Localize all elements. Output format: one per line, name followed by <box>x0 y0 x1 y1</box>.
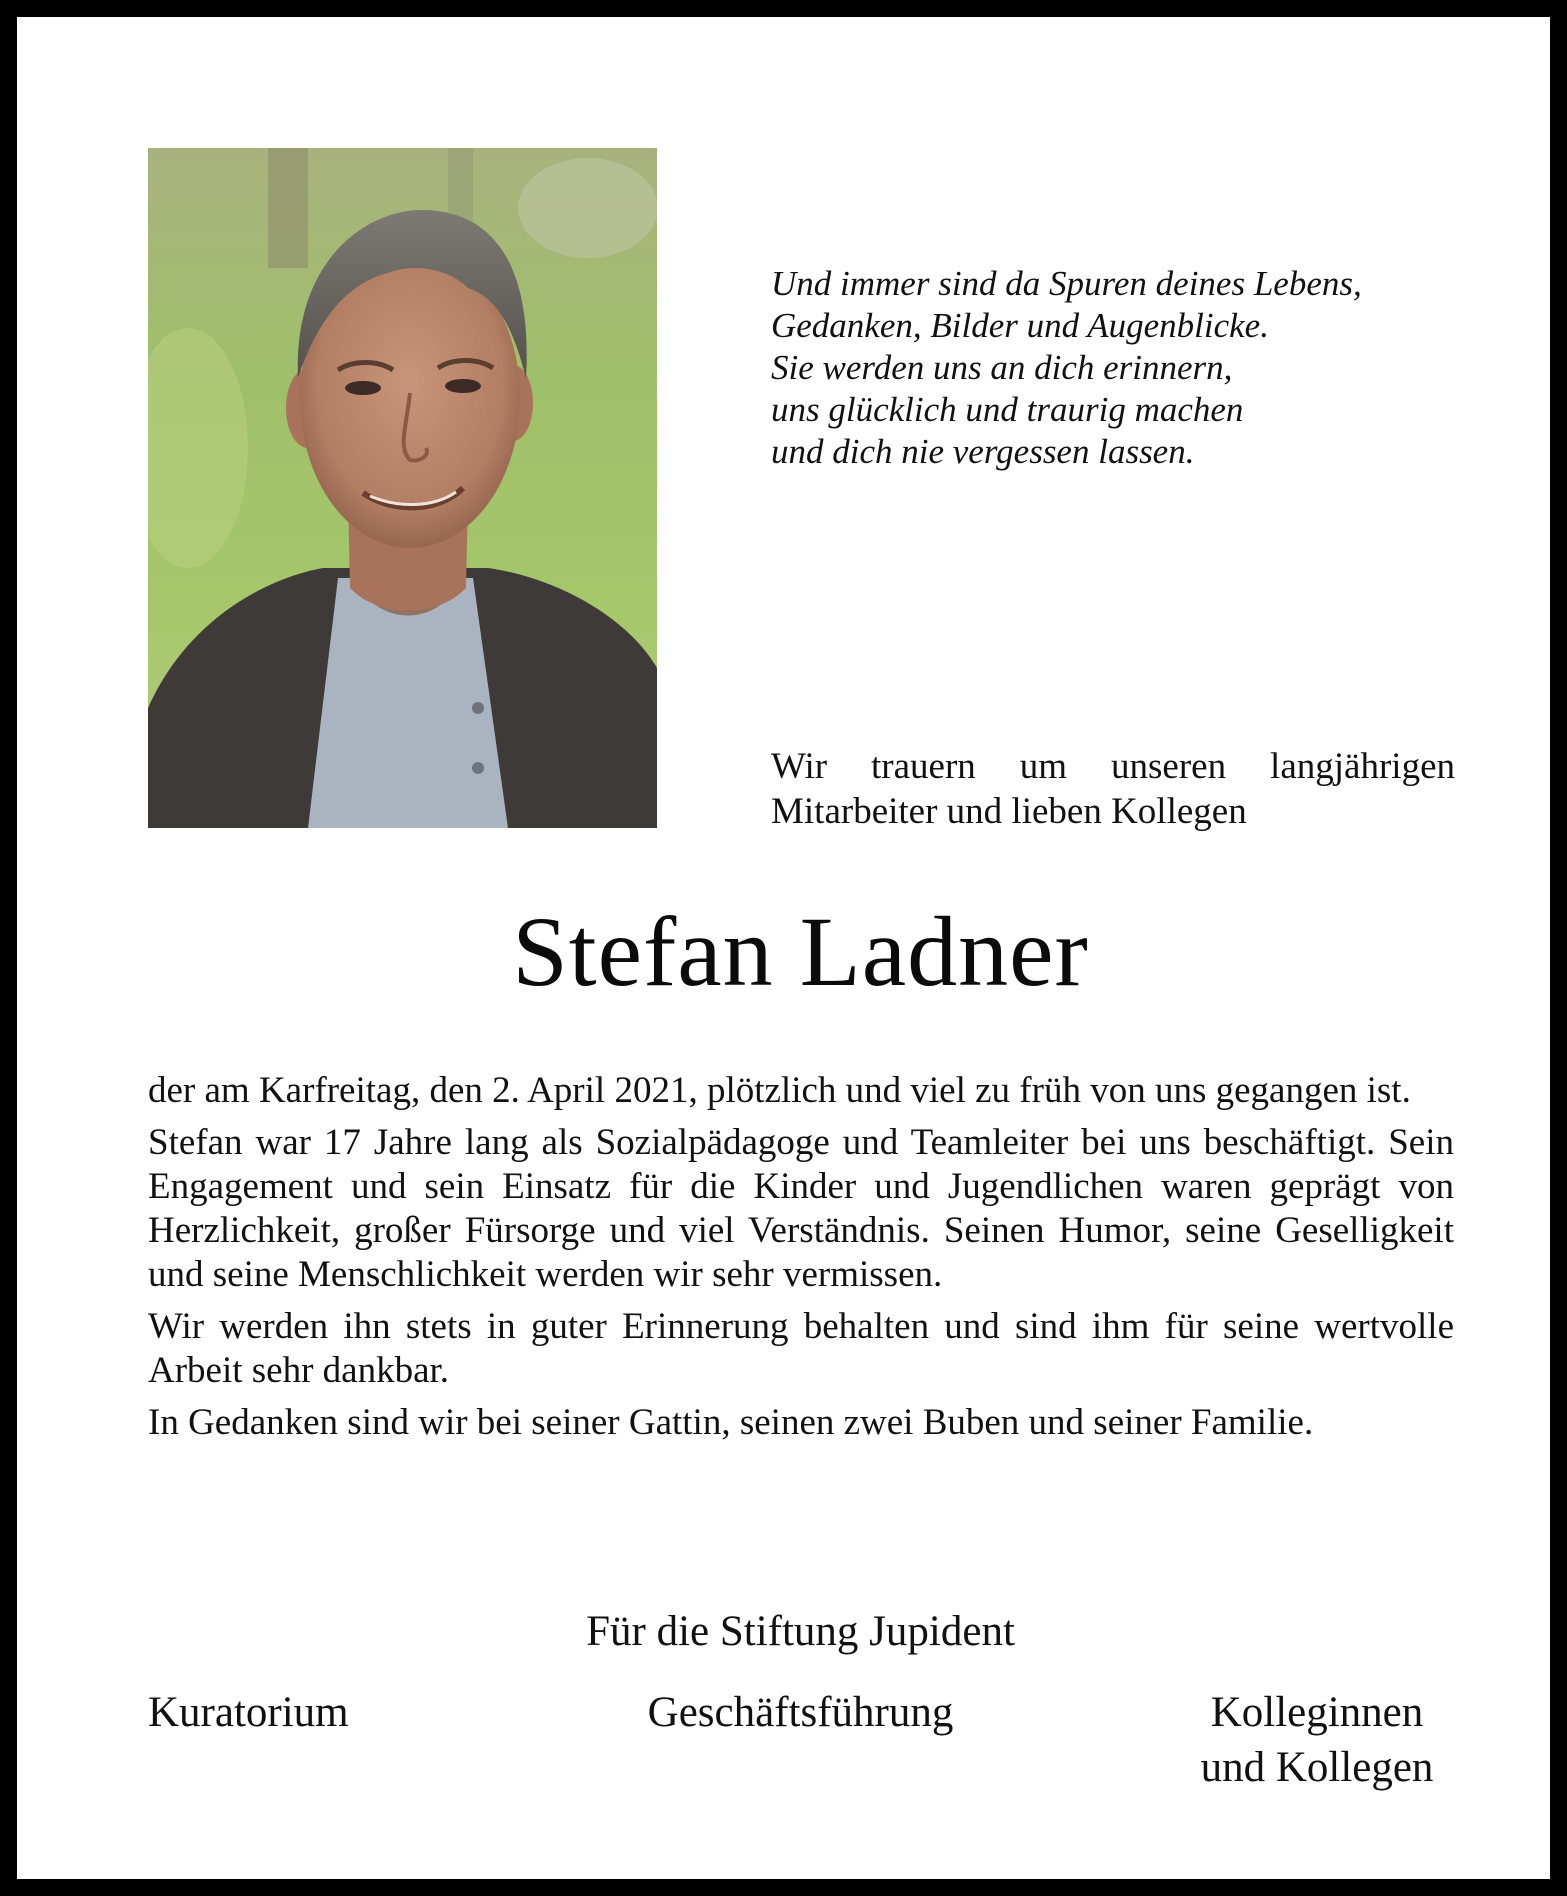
poem-line: uns glücklich und traurig machen <box>771 390 1244 429</box>
mourning-intro-line: Mitarbeiter und lieben Kollegen <box>771 791 1247 832</box>
portrait-photo <box>148 148 657 828</box>
obituary-paragraph: der am Karfreitag, den 2. April 2021, plötzlich und viel zu früh von uns gegangen ist. <box>148 1070 1411 1111</box>
signatory-colleagues <box>1167 1685 1467 1795</box>
poem-line: Sie werden uns an dich erinnern, <box>771 348 1233 387</box>
obituary-text <box>148 1069 1454 1453</box>
obituary-paragraph: Wir werden ihn stets in guter Erinnerung behalten und sind ihm für seine wertvolle Arbeit sehr dankbar. <box>148 1306 1454 1391</box>
poem-line: und dich nie vergessen lassen. <box>771 432 1195 471</box>
obituary-paragraph: In Gedanken sind wir bei seiner Gattin, seinen zwei Buben und seiner Familie. <box>148 1402 1314 1443</box>
portrait-photo-image <box>148 148 657 828</box>
poem-line: Und immer sind da Spuren deines Lebens, <box>771 264 1362 303</box>
signatory-board: Kuratorium <box>148 1689 349 1736</box>
signatory-management: Geschäftsführung <box>647 1689 954 1736</box>
mourning-intro-line: Wir trauern um unseren langjährigen <box>771 746 1455 787</box>
signatory-colleagues-line: Kolleginnen <box>1210 1689 1424 1736</box>
organization-line: Für die Stiftung Jupident <box>586 1608 1015 1655</box>
poem-line: Gedanken, Bilder und Augenblicke. <box>771 306 1269 345</box>
mourning-intro <box>771 744 1455 834</box>
poem-verse <box>771 263 1471 473</box>
deceased-name: Stefan Ladner <box>512 896 1089 1007</box>
obituary-paragraph: Stefan war 17 Jahre lang als Sozialpädagoge und Teamleiter bei uns beschäftigt. Sein Engagement und sein Einsatz für die Kinder und Jugendlichen waren geprägt von Herzlichkeit, großer Fürsorge und viel Verständnis. Seinen Humor, seine Geselligkeit und seine Menschlichkeit werden wir sehr vermissen. <box>148 1122 1454 1295</box>
signatory-colleagues-line: und Kollegen <box>1200 1744 1434 1791</box>
